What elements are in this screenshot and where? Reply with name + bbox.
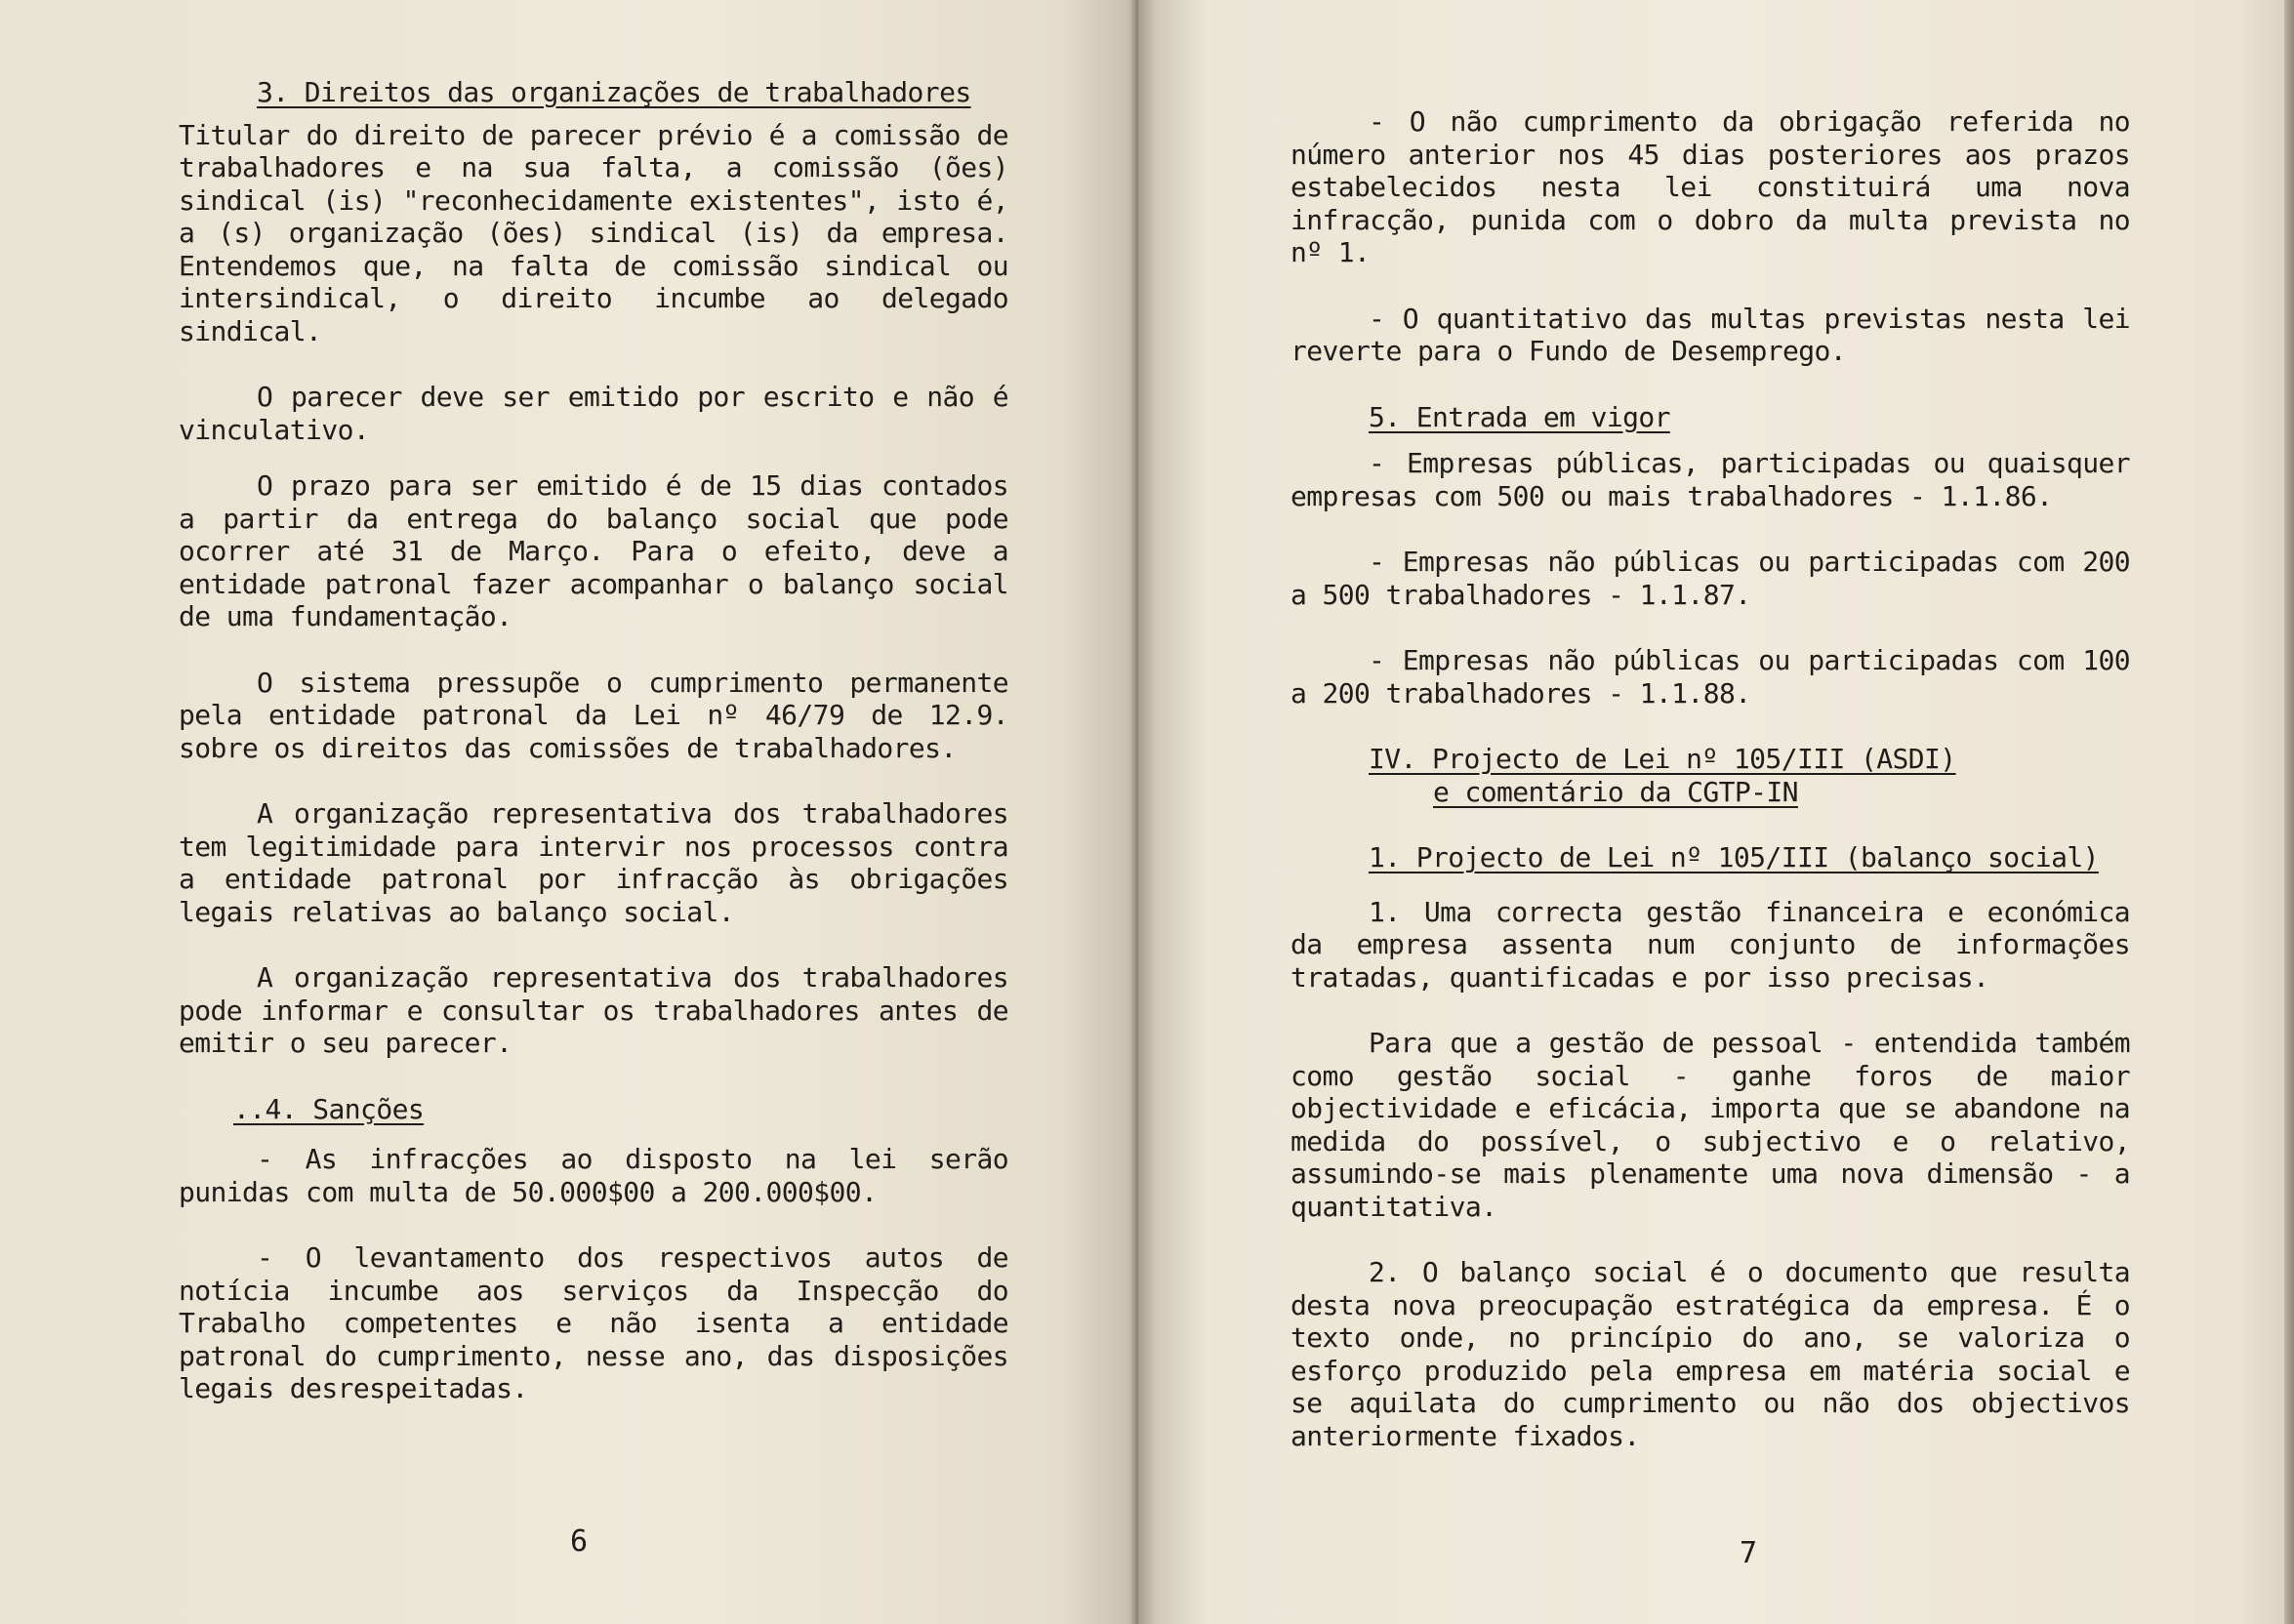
paragraph: 1. Uma correcta gestão financeira e económica da empresa assenta num conjunto de informações tratadas, quantificadas e por isso precisas. [1290, 895, 2130, 994]
paragraph: O parecer deve ser emitido por escrito e não é vinculativo. [179, 381, 1008, 446]
page-edge [2284, 0, 2294, 1624]
list-item: - Empresas não públicas ou participadas com 200 a 500 trabalhadores - 1.1.87. [1290, 546, 2130, 611]
sanctions-item: - O levantamento dos respectivos autos de notícia incumbe aos serviços da Inspecção do Trabalho competentes e não isenta a entidade patronal do cumprimento, nesse ano, das disposições legais desrespeitadas. [179, 1241, 1008, 1404]
left-page-text [179, 76, 1008, 1405]
paragraph: 2. O balanço social é o documento que resulta desta nova preocupação estratégica da empresa. É o texto onde, no princípio do ano, se valoriza o esforço produzido pela empresa em matéria social e se aquilata do cumprimento ou não dos objectivos anteriormente fixados. [1290, 1256, 2130, 1452]
section-iv-subheading: e comentário da CGTP-IN [1433, 775, 1798, 808]
list-item: - Empresas não públicas ou participadas com 100 a 200 trabalhadores - 1.1.88. [1290, 644, 2130, 710]
page-number: 6 [570, 1524, 589, 1559]
subsection-1-heading: 1. Projecto de Lei nº 105/III (balanço social) [1369, 841, 2099, 873]
paragraph: O prazo para ser emitido é de 15 dias contados a partir da entrega do balanço social que pode ocorrer até 31 de Março. Para o efeito, deve a entidade patronal fazer acompanhar o balanço social de uma fundamentação. [179, 469, 1008, 632]
right-page-text [1290, 105, 2130, 1452]
paragraph: Para que a gestão de pessoal - entendida também como gestão social - ganhe foros de maior objectividade e eficácia, importa que se abandone na medida do possível, o subjectivo e o relativo, assumindo-se mais plenamente uma nova dimensão - a quantitativa. [1290, 1027, 2130, 1223]
right-page [1138, 0, 2294, 1624]
paragraph: A organização representativa dos trabalhadores pode informar e consultar os trabalhadores antes de emitir o seu parecer. [179, 961, 1008, 1059]
paragraph: O sistema pressupõe o cumprimento permanente pela entidade patronal da Lei nº 46/79 de 12.9. sobre os direitos das comissões de trabalhadores. [179, 666, 1008, 764]
list-item: - Empresas públicas, participadas ou quaisquer empresas com 500 ou mais trabalhadores - 1.1.86. [1290, 447, 2130, 512]
paragraph: Titular do direito de parecer prévio é a comissão de trabalhadores e na sua falta, a comissão (ões) sindical (is) "reconhecidamente existentes", isto é, a (s) organização (ões) sindical (is) da empresa. Entendemos que, na falta de comissão sindical ou intersindical, o direito incumbe ao delegado sindical. [179, 118, 1008, 347]
paragraph: A organização representativa dos trabalhadores tem legitimidade para intervir nos processos contra a entidade patronal por infracção às obrigações legais relativas ao balanço social. [179, 797, 1008, 928]
section-iv-heading: IV. Projecto de Lei nº 105/III (ASDI) [1369, 743, 1956, 775]
section-3-heading: 3. Direitos das organizações de trabalhadores [257, 76, 971, 108]
list-item: - O quantitativo das multas previstas nesta lei reverte para o Fundo de Desemprego. [1290, 302, 2130, 367]
sanctions-item: - As infracções ao disposto na lei serão punidas com multa de 50.000$00 a 200.000$00. [179, 1143, 1008, 1208]
section-5-heading: 5. Entrada em vigor [1369, 400, 1670, 433]
left-page [0, 0, 1138, 1624]
page-number: 7 [1740, 1536, 1758, 1570]
list-item: - O não cumprimento da obrigação referida no número anterior nos 45 dias posteriores aos prazos estabelecidos nesta lei constituirá uma nova infracção, punida com o dobro da multa prevista no nº 1. [1290, 105, 2130, 268]
sanctions-heading: ..4. Sanções [233, 1092, 425, 1125]
